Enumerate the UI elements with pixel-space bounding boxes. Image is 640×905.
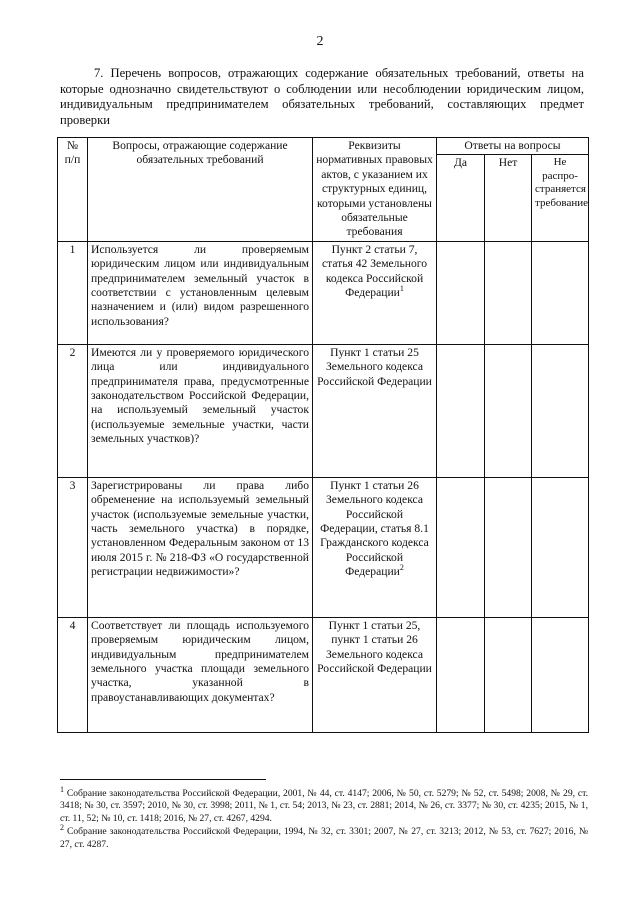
row-number: 4 bbox=[58, 617, 88, 732]
row-question: Зарегистрированы ли права либо обременение на используемый земельный участок (используемые земельные участки, часть земельного участка) в порядке, установленном Федеральным законом от 13 июля 2015 г. № 218-ФЗ «О государственной регистрации недвижимости»? bbox=[88, 477, 313, 617]
header-yes: Да bbox=[437, 155, 485, 241]
answer-no-cell[interactable] bbox=[485, 241, 532, 344]
footnote-text: Собрание законодательства Российской Федерации, 1994, № 32, ст. 3301; 2007, № 27, ст. 3213; 2012, № 53, ст. 7627; 2016, № 27, ст. 4287. bbox=[60, 826, 588, 850]
header-number: № п/п bbox=[58, 138, 88, 242]
footnote-ref: 2 bbox=[399, 563, 404, 573]
row-requisites bbox=[313, 477, 437, 617]
header-question: Вопросы, отражающие содержание обязательных требований bbox=[88, 138, 313, 242]
answer-no-cell[interactable] bbox=[485, 477, 532, 617]
requisites-text: Пункт 2 статьи 7, статья 42 Земельного кодекса Российской Федерации bbox=[321, 242, 428, 300]
row-question: Имеются ли у проверяемого юридического лица или индивидуального предпринимателя права, предусмотренные законодательством Российской Федерации, на используемый земельный участок (используемые земельные участки, части земельных участков)? bbox=[88, 344, 313, 477]
answer-not-applicable-cell[interactable] bbox=[532, 344, 589, 477]
section-7-intro: 7. Перечень вопросов, отражающих содержание обязательных требований, ответы на которые однозначно свидетельствуют о соблюдении или несоблюдении юридическим лицом, индивидуальным предпринимателем обязательных требований, составляющих предмет проверки bbox=[60, 66, 584, 127]
header-no: Нет bbox=[485, 155, 532, 241]
answer-yes-cell[interactable] bbox=[437, 617, 485, 732]
row-number: 3 bbox=[58, 477, 88, 617]
requisites-text: Пункт 1 статьи 26 Земельного кодекса Российской Федерации, статья 8.1 Гражданского кодекса Российской Федерации bbox=[320, 478, 429, 579]
answer-not-applicable-cell[interactable] bbox=[532, 617, 589, 732]
checklist-table bbox=[57, 137, 589, 733]
footnote-divider bbox=[60, 779, 266, 780]
row-number: 2 bbox=[58, 344, 88, 477]
footnotes bbox=[60, 784, 588, 852]
row-question: Используется ли проверяемым юридическим лицом или индивидуальным предпринимателем земельный участок в соответствии с установленным целевым назначением и (или) видом разрешенного использования? bbox=[88, 241, 313, 344]
row-number: 1 bbox=[58, 241, 88, 344]
footnote-2 bbox=[60, 823, 588, 851]
table-row bbox=[58, 477, 589, 617]
table-row bbox=[58, 241, 589, 344]
row-requisites bbox=[313, 344, 437, 477]
requisites-text: Пункт 1 статьи 25, пункт 1 статьи 26 Земельного кодекса Российской Федерации bbox=[317, 618, 432, 676]
answer-not-applicable-cell[interactable] bbox=[532, 241, 589, 344]
answer-no-cell[interactable] bbox=[485, 344, 532, 477]
answer-yes-cell[interactable] bbox=[437, 344, 485, 477]
header-not-applicable: Не распро-страняется требование bbox=[532, 155, 589, 241]
answer-not-applicable-cell[interactable] bbox=[532, 477, 589, 617]
table-row bbox=[58, 617, 589, 732]
footnote-mark: 1 bbox=[60, 784, 64, 794]
page-number: 2 bbox=[316, 34, 324, 49]
header-requisites: Реквизиты нормативных правовых актов, с указанием их структурных единиц, которыми установлены обязательные требования bbox=[313, 138, 437, 242]
answer-yes-cell[interactable] bbox=[437, 241, 485, 344]
table-row bbox=[58, 344, 589, 477]
header-answers: Ответы на вопросы bbox=[437, 138, 589, 155]
footnote-text: Собрание законодательства Российской Федерации, 2001, № 44, ст. 4147; 2006, № 50, ст. 5279; № 52, ст. 5498; 2008, № 29, ст. 3418; № 30, ст. 3597; 2010, № 30, ст. 3998; 2011, № 1, ст. 54; 2013, № 23, ст. 2881; 2014, № 26, ст. 3377; № 30, ст. 4235; 2015, № 1, ст. 11, 52; № 10, ст. 1418; 2016, № 27, ст. 4267, 4294. bbox=[60, 788, 588, 824]
row-requisites bbox=[313, 241, 437, 344]
answer-yes-cell[interactable] bbox=[437, 477, 485, 617]
answer-no-cell[interactable] bbox=[485, 617, 532, 732]
row-question: Соответствует ли площадь используемого проверяемым юридическим лицом, индивидуальным предпринимателем земельного участка площади земельного участка, указанной в правоустанавливающих документах? bbox=[88, 617, 313, 732]
footnote-ref: 1 bbox=[399, 284, 404, 294]
footnote-1 bbox=[60, 784, 588, 825]
table-header-row bbox=[58, 138, 589, 155]
footnote-mark: 2 bbox=[60, 823, 64, 833]
row-requisites bbox=[313, 617, 437, 732]
requisites-text: Пункт 1 статьи 25 Земельного кодекса Российской Федерации bbox=[317, 345, 432, 388]
